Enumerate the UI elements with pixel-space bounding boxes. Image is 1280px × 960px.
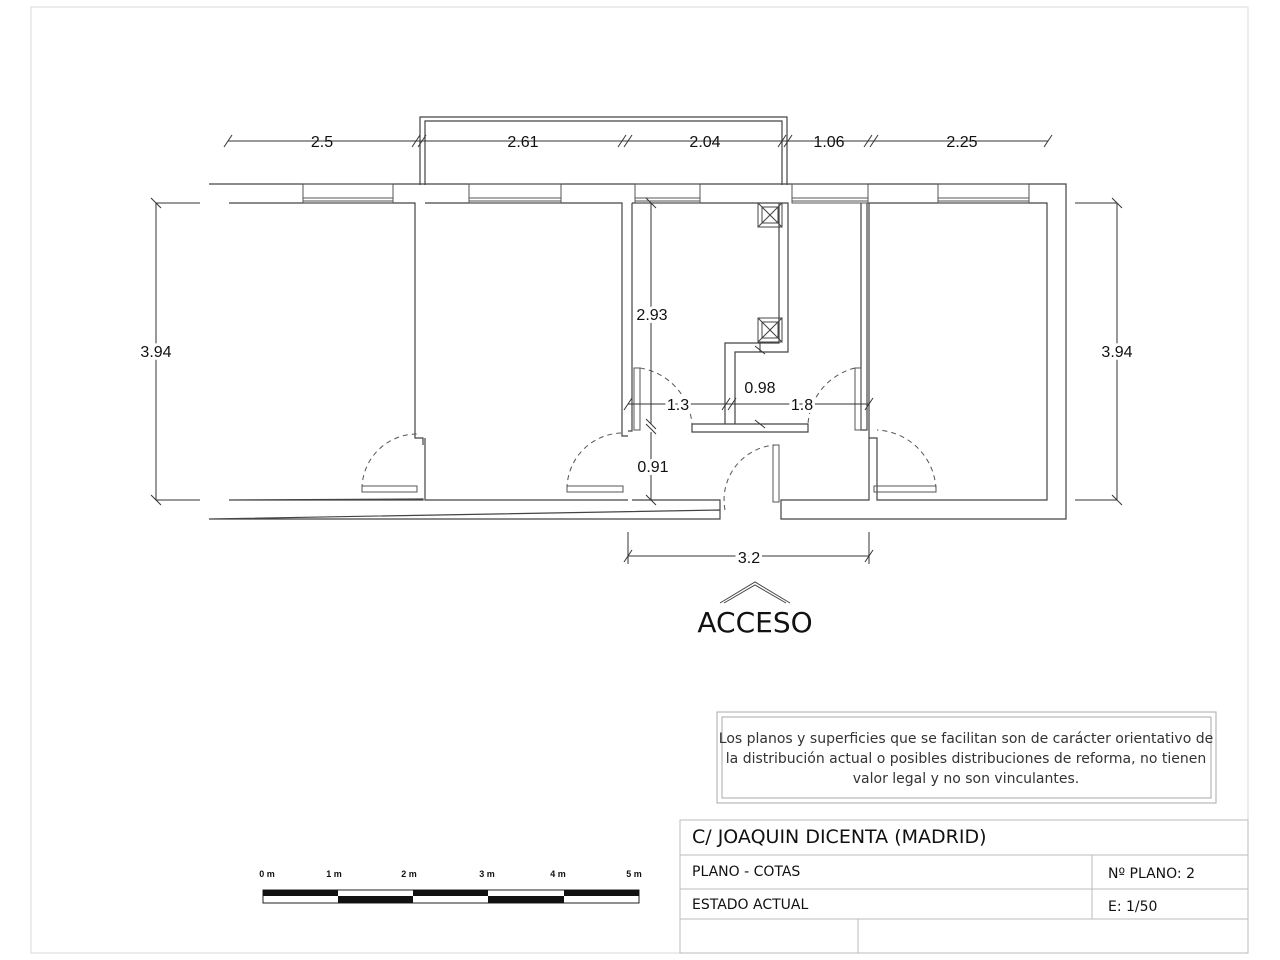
window-2 [469, 184, 561, 203]
disclaimer-line-1: Los planos y superficies que se facilitan son de carácter orientativo de [718, 731, 1214, 747]
dim-bottom: 3.2 [737, 550, 761, 567]
balcony-inner [425, 121, 782, 185]
scale-seg-1 [263, 890, 338, 896]
scale-seg-5 [564, 890, 639, 896]
plan-number: Nº PLANO: 2 [1108, 866, 1195, 882]
scale-label-0: 0 m [259, 869, 275, 879]
window-1 [303, 184, 393, 203]
dim-left: 3.94 [140, 344, 172, 361]
windows [303, 184, 1029, 203]
scale-seg-2 [338, 896, 413, 903]
scale-label-2: 2 m [401, 869, 417, 879]
inner-wall-left-room [229, 203, 423, 500]
corridor-stub [861, 203, 867, 430]
corridor-wall [692, 424, 808, 432]
scale-label-3: 3 m [479, 869, 495, 879]
disclaimer-line-3: valor legal y no son vinculantes. [852, 771, 1080, 787]
disclaimer-line-2: la distribución actual o posibles distribuciones de reforma, no tienen [725, 751, 1207, 767]
door-leaf-1 [362, 486, 417, 492]
door-leaf-2 [567, 486, 623, 492]
dim-top-3: 2.04 [689, 134, 721, 151]
scale-label-5: 5 m [626, 869, 642, 879]
access-label: ACCESO [697, 606, 813, 639]
address-title: C/ JOAQUIN DICENTA (MADRID) [692, 826, 987, 848]
access-arrow-icon [720, 582, 790, 603]
dim-lower: 0.91 [637, 459, 669, 476]
scale-seg-4 [488, 896, 564, 903]
window-5 [938, 184, 1029, 203]
disclaimer-box [717, 712, 1216, 803]
entrance-door-leaf [773, 445, 779, 502]
dim-corridor-mid: 0.98 [744, 380, 776, 397]
door-leaf-4 [855, 368, 861, 430]
dim-corridor-right: 1.8 [790, 397, 814, 414]
scale-bar [259, 869, 642, 903]
scale-label-1: 1 m [326, 869, 342, 879]
inner-wall-kitchen [628, 203, 632, 431]
window-4 [792, 184, 868, 203]
dim-top-5: 2.25 [946, 134, 978, 151]
scale-label-4: 4 m [550, 869, 566, 879]
doors [362, 368, 936, 510]
dim-top-4: 1.06 [813, 134, 845, 151]
scale-seg-3 [413, 890, 488, 896]
dim-top-1: 2.5 [310, 134, 334, 151]
dim-inner-height: 2.93 [636, 307, 668, 324]
inner-wall-right-room [869, 203, 1047, 500]
dim-corridor-left: 1.3 [666, 397, 690, 414]
dim-top-2: 2.61 [507, 134, 539, 151]
balcony-outline [420, 117, 787, 185]
inner-wall-room-2 [425, 203, 628, 500]
window-3 [635, 184, 700, 203]
door-leaf-3 [634, 368, 640, 430]
access-marker [697, 582, 812, 639]
dim-right: 3.94 [1101, 344, 1133, 361]
dimension-labels [140, 134, 1132, 567]
plan-type: PLANO - COTAS [692, 864, 801, 880]
plan-state: ESTADO ACTUAL [692, 897, 809, 913]
plan-scale: E: 1/50 [1108, 899, 1158, 915]
door-leaf-5 [874, 486, 936, 492]
